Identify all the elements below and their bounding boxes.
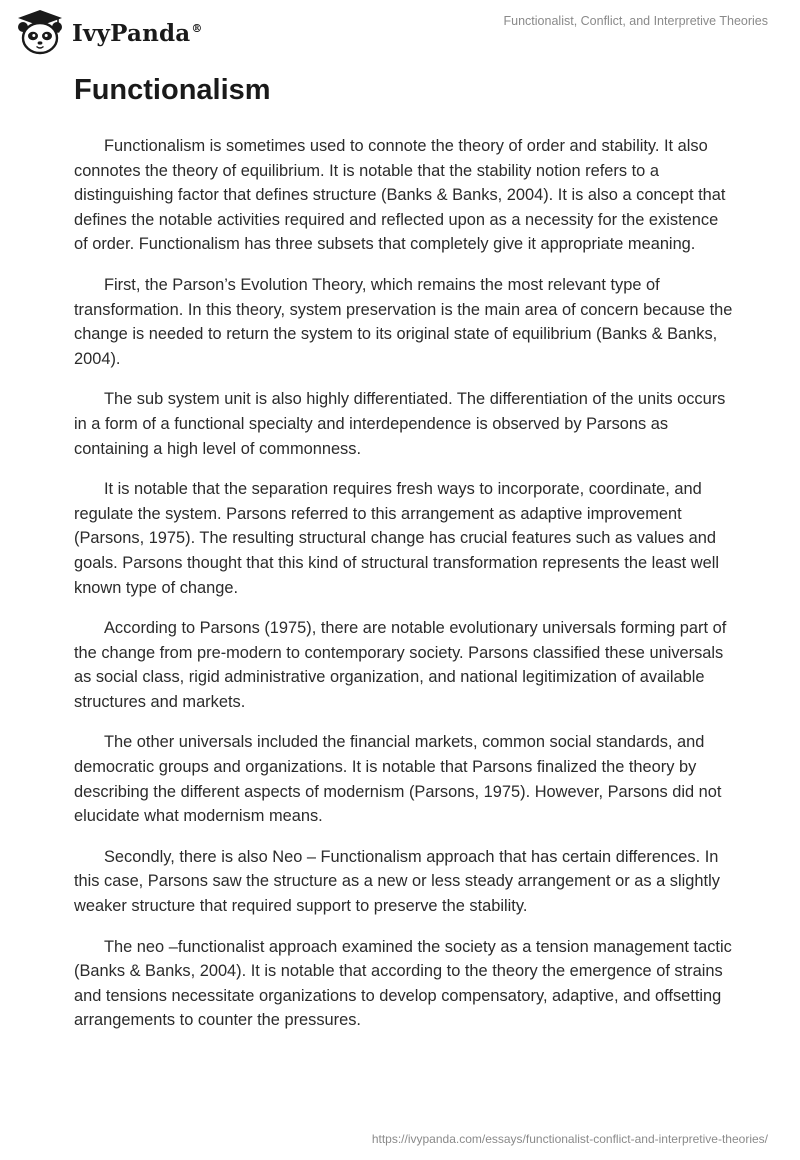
source-url[interactable]: https://ivypanda.com/essays/functionalist-conflict-and-interpretive-theories/ — [371, 1132, 768, 1146]
paragraph: Functionalism is sometimes used to connote the theory of order and stability. It also connotes the theory of equilibrium. It is notable that the stability notion refers to a distinguishing factor that defines structure (Banks & Banks, 2004). It is also a concept that defines the notable activities required and reflected upon as a necessity for the existence of order. Functionalism has three subsets that completely give it appropriate meaning. — [74, 137, 726, 254]
registered-mark: ® — [191, 21, 203, 35]
paragraph: The other universals included the financial markets, common social standards, and democratic groups and organizations. It is notable that Parsons finalized the theory by describing the different aspects of modernism (Parsons, 1975). However, Parsons did not elucidate what modernism means. — [74, 733, 722, 826]
page-header — [0, 0, 800, 64]
paragraph: It is notable that the separation requires fresh ways to incorporate, coordinate, and regulate the system. Parsons referred to this arrangement as adaptive improvement (Parsons, 1975). The resulting structural change has crucial features such as values and goals. Parsons thought that this kind of structural transformation represents the least well known type of change. — [74, 480, 720, 597]
paragraph: According to Parsons (1975), there are notable evolutionary universals forming part of the change from pre-modern to contemporary society. Parsons classified these universals as social class, rigid administrative organization, and national legitimization of available structures and markets. — [74, 619, 727, 711]
panda-graduation-cap-icon — [14, 8, 66, 56]
paragraph: The neo –functionalist approach examined the society as a tension management tactic (Banks & Banks, 2004). It is notable that according to the theory the emergence of strains and tensions necessitate organizations to develop compensatory, adaptive, and offsetting arrangements to counter the pressures. — [74, 937, 732, 1030]
document-title: Functionalist, Conflict, and Interpretive Theories — [503, 14, 768, 28]
section-heading: Functionalism — [74, 74, 271, 106]
essay-content — [74, 70, 734, 1049]
paragraph: Secondly, there is also Neo – Functionalism approach that has certain differences. In this case, Parsons saw the structure as a new or less steady arrangement or as a slightly weaker structure that required support to preserve the stability. — [74, 847, 720, 916]
paragraph: The sub system unit is also highly differentiated. The differentiation of the units occurs in a form of a functional specialty and interdependence is observed by Parsons as containing a high level of commonness. — [74, 390, 726, 458]
brand-logo[interactable] — [14, 8, 203, 56]
paragraph: First, the Parson’s Evolution Theory, which remains the most relevant type of transformation. In this theory, system preservation is the main area of concern because the change is needed to return the system to its original state of equilibrium (Banks & Banks, 2004). — [74, 275, 733, 368]
brand-name-text: IvyPanda — [72, 19, 191, 47]
brand-name — [72, 20, 203, 47]
